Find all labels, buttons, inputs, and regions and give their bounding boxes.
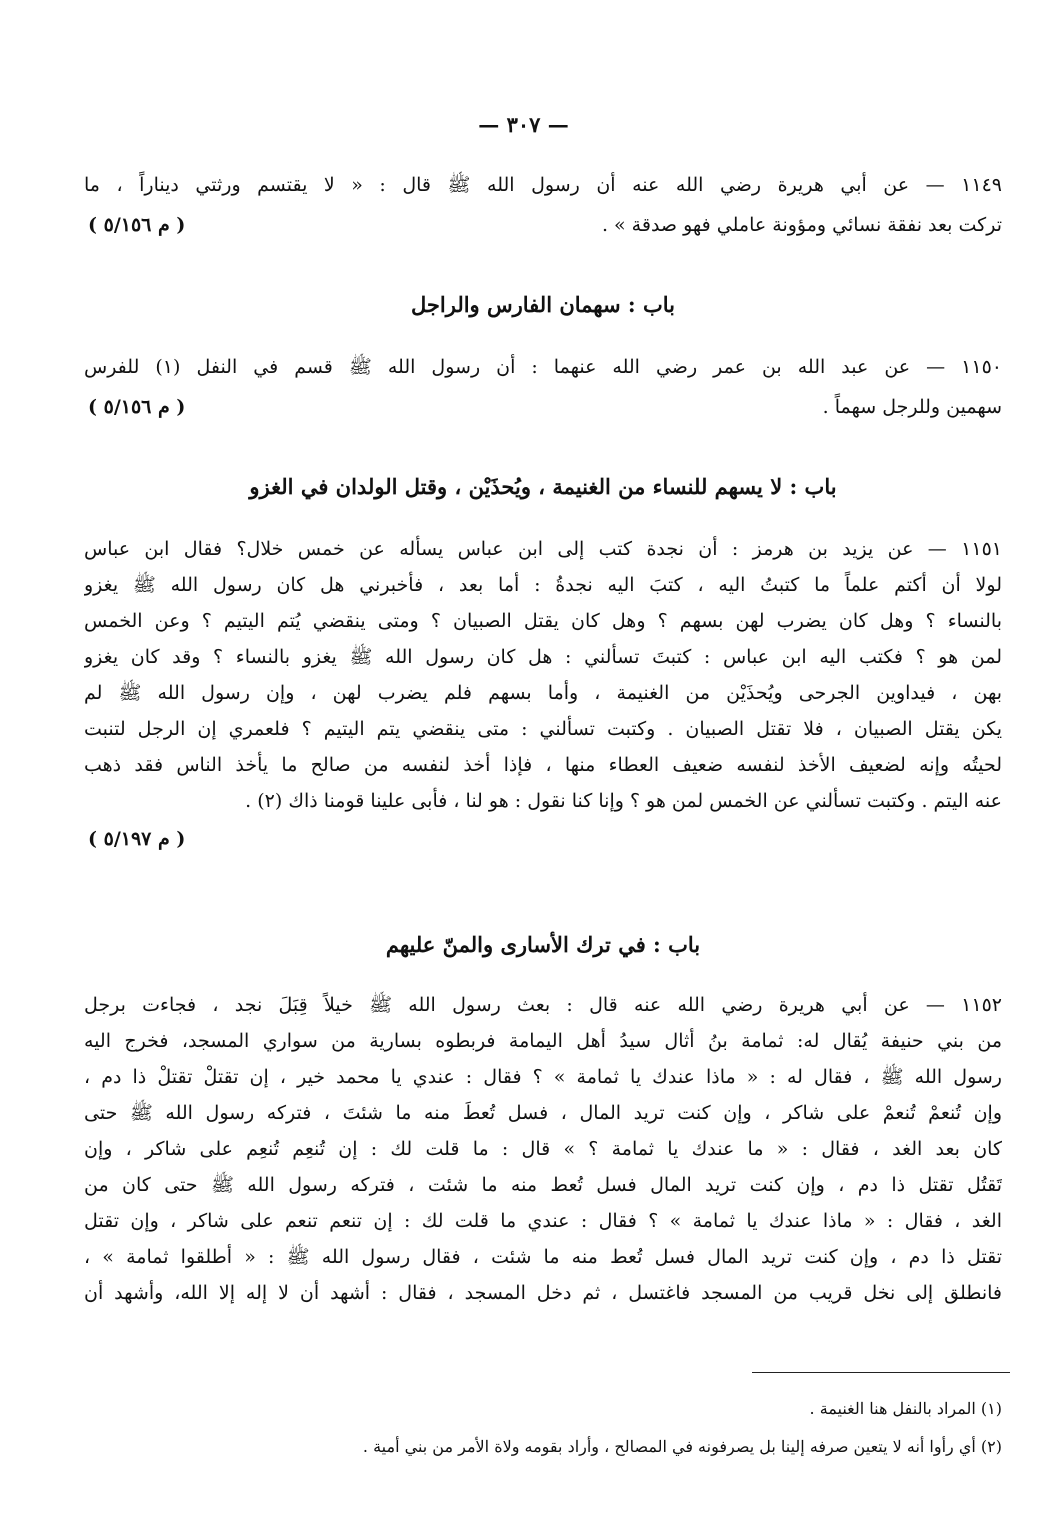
- hadith-1149-reference: ( م ٥/١٥٦ ): [88, 214, 186, 236]
- hadith-1151-reference: ( م ٥/١٩٧ ): [88, 828, 186, 850]
- hadith-1151-line-6: يكن يقتل الصبيان ، فلا تقتل الصبيان . وكتبت تسألني : متى ينقضي يتم اليتيم ؟ فلعمري إن الرجل لتنبت: [84, 718, 1002, 740]
- hadith-1152-line-3: رسول الله ﷺ ، فقال له : « ماذا عندك يا ثمامة » ؟ فقال : عندي يا محمد خير ، إن تقتلْ تقتلْ ذا دم ،: [84, 1066, 1002, 1088]
- hadith-1151-line-3: بالنساء ؟ وهل كان يضرب لهن بسهم ؟ وهل كان يقتل الصبيان ؟ ومتى ينقضي يُتم اليتيم ؟ وعن الخمس: [84, 610, 1002, 632]
- hadith-1151-line-8: عنه اليتم . وكتبت تسألني عن الخمس لمن هو ؟ وإنا كنا نقول : هو لنا ، فأبى علينا قومنا ذاك (٢) .: [245, 790, 1002, 812]
- hadith-1152-line-1: ١١٥٢ — عن أبي هريرة رضي الله عنه قال : بعث رسول الله ﷺ خيلاً قِبَلَ نجد ، فجاءت برجل: [84, 994, 1002, 1016]
- hadith-1152-line-4: وإن تُنعمْ تُنعمْ على شاكر ، وإن كنت تريد المال ، فسل تُعطَ منه ما شئتَ ، فتركه رسول الله ﷺ حتى: [84, 1102, 1002, 1124]
- hadith-1152-line-7: الغد ، فقال : « ماذا عندك يا ثمامة » ؟ فقال : عندي ما قلت لك : إن تنعم تنعم على شاكر ، وإن تقتل: [84, 1210, 1002, 1232]
- hadith-1149-line-1: ١١٤٩ — عن أبي هريرة رضي الله عنه أن رسول الله ﷺ قال : « لا يقتسم ورثتي ديناراً ، ما: [84, 174, 1002, 196]
- hadith-1152-line-8: تقتل ذا دم ، وإن كنت تريد المال فسل تُعط منه ما شئت ، فقال رسول الله ﷺ : « أطلقوا ثمامة » ،: [84, 1246, 1002, 1268]
- hadith-1150-reference: ( م ٥/١٥٦ ): [88, 396, 186, 418]
- chapter-heading-1: باب : سهمان الفارس والراجل: [411, 292, 675, 317]
- chapter-heading-2: باب : لا يسهم للنساء من الغنيمة ، ويُحذَيْن ، وقتل الولدان في الغزو: [249, 474, 837, 499]
- hadith-1149-line-2: تركت بعد نفقة نسائي ومؤونة عاملي فهو صدقة » .: [601, 214, 1002, 236]
- page-number: — ٣٠٧ —: [478, 112, 569, 137]
- hadith-1151-line-5: بهن ، فيداوين الجرحى ويُحذَيْن من الغنيمة ، وأما بسهم فلم يضرب لهن ، وإن رسول الله ﷺ لم: [84, 682, 1002, 704]
- hadith-1151-line-2: لولا أن أكتم علماً ما كتبتُ اليه ، كتبَ اليه نجدةُ : أما بعد ، فأخبرني هل كان رسول الله ﷺ يغزو: [84, 574, 1002, 596]
- footnote-2: (٢) أي رأوا أنه لا يتعين صرفه إلينا بل يصرفونه في المصالح ، وأراد بقومه ولاة الأمر من بني أمية .: [362, 1437, 1002, 1456]
- footnote-separator: [752, 1372, 1010, 1373]
- hadith-1151-line-4: لمن هو ؟ فكتب اليه ابن عباس : كتبتَ تسألني : هل كان رسول الله ﷺ يغزو بالنساء ؟ وقد كان يغزو: [84, 646, 1002, 668]
- hadith-1150-line-1: ١١٥٠ — عن عبد الله بن عمر رضي الله عنهما : أن رسول الله ﷺ قسم في النفل (١) للفرس: [84, 356, 1002, 378]
- hadith-1151-line-7: لحيتُه وإنه لضعيف الأخذ لنفسه ضعيف العطاء منها ، فإذا أخذ لنفسه من صالح ما يأخذ الناس فقد ذهب: [84, 754, 1002, 776]
- chapter-heading-3: باب : في ترك الأسارى والمنّ عليهم: [385, 932, 701, 957]
- hadith-1152-line-2: من بني حنيفة يُقال له: ثمامة بنُ أثال سيدُ أهل اليمامة فربطوه بسارية من سواري المسجد، فخرج اليه: [84, 1030, 1002, 1052]
- hadith-1150-line-2: سهمين وللرجل سهماً .: [822, 396, 1002, 418]
- hadith-1152-line-6: تَقتُل تقتل ذا دم ، وإن كنت تريد المال فسل تُعط منه ما شئت ، فتركه رسول الله ﷺ حتى كان من: [84, 1174, 1002, 1196]
- hadith-1152-line-9: فانطلق إلى نخل قريب من المسجد فاغتسل ، ثم دخل المسجد ، فقال : أشهد أن لا إله إلا الله، وأشهد أن: [84, 1282, 1002, 1304]
- footnote-1: (١) المراد بالنفل هنا الغنيمة .: [809, 1399, 1002, 1418]
- hadith-1152-line-5: كان بعد الغد ، فقال : « ما عندك يا ثمامة ؟ » قال : ما قلت لك : إن تُنعِم تُنعِم على شاكر ، وإن: [84, 1138, 1002, 1160]
- hadith-1151-line-1: ١١٥١ — عن يزيد بن هرمز : أن نجدة كتب إلى ابن عباس يسأله عن خمس خلال؟ فقال ابن عباس: [84, 538, 1002, 560]
